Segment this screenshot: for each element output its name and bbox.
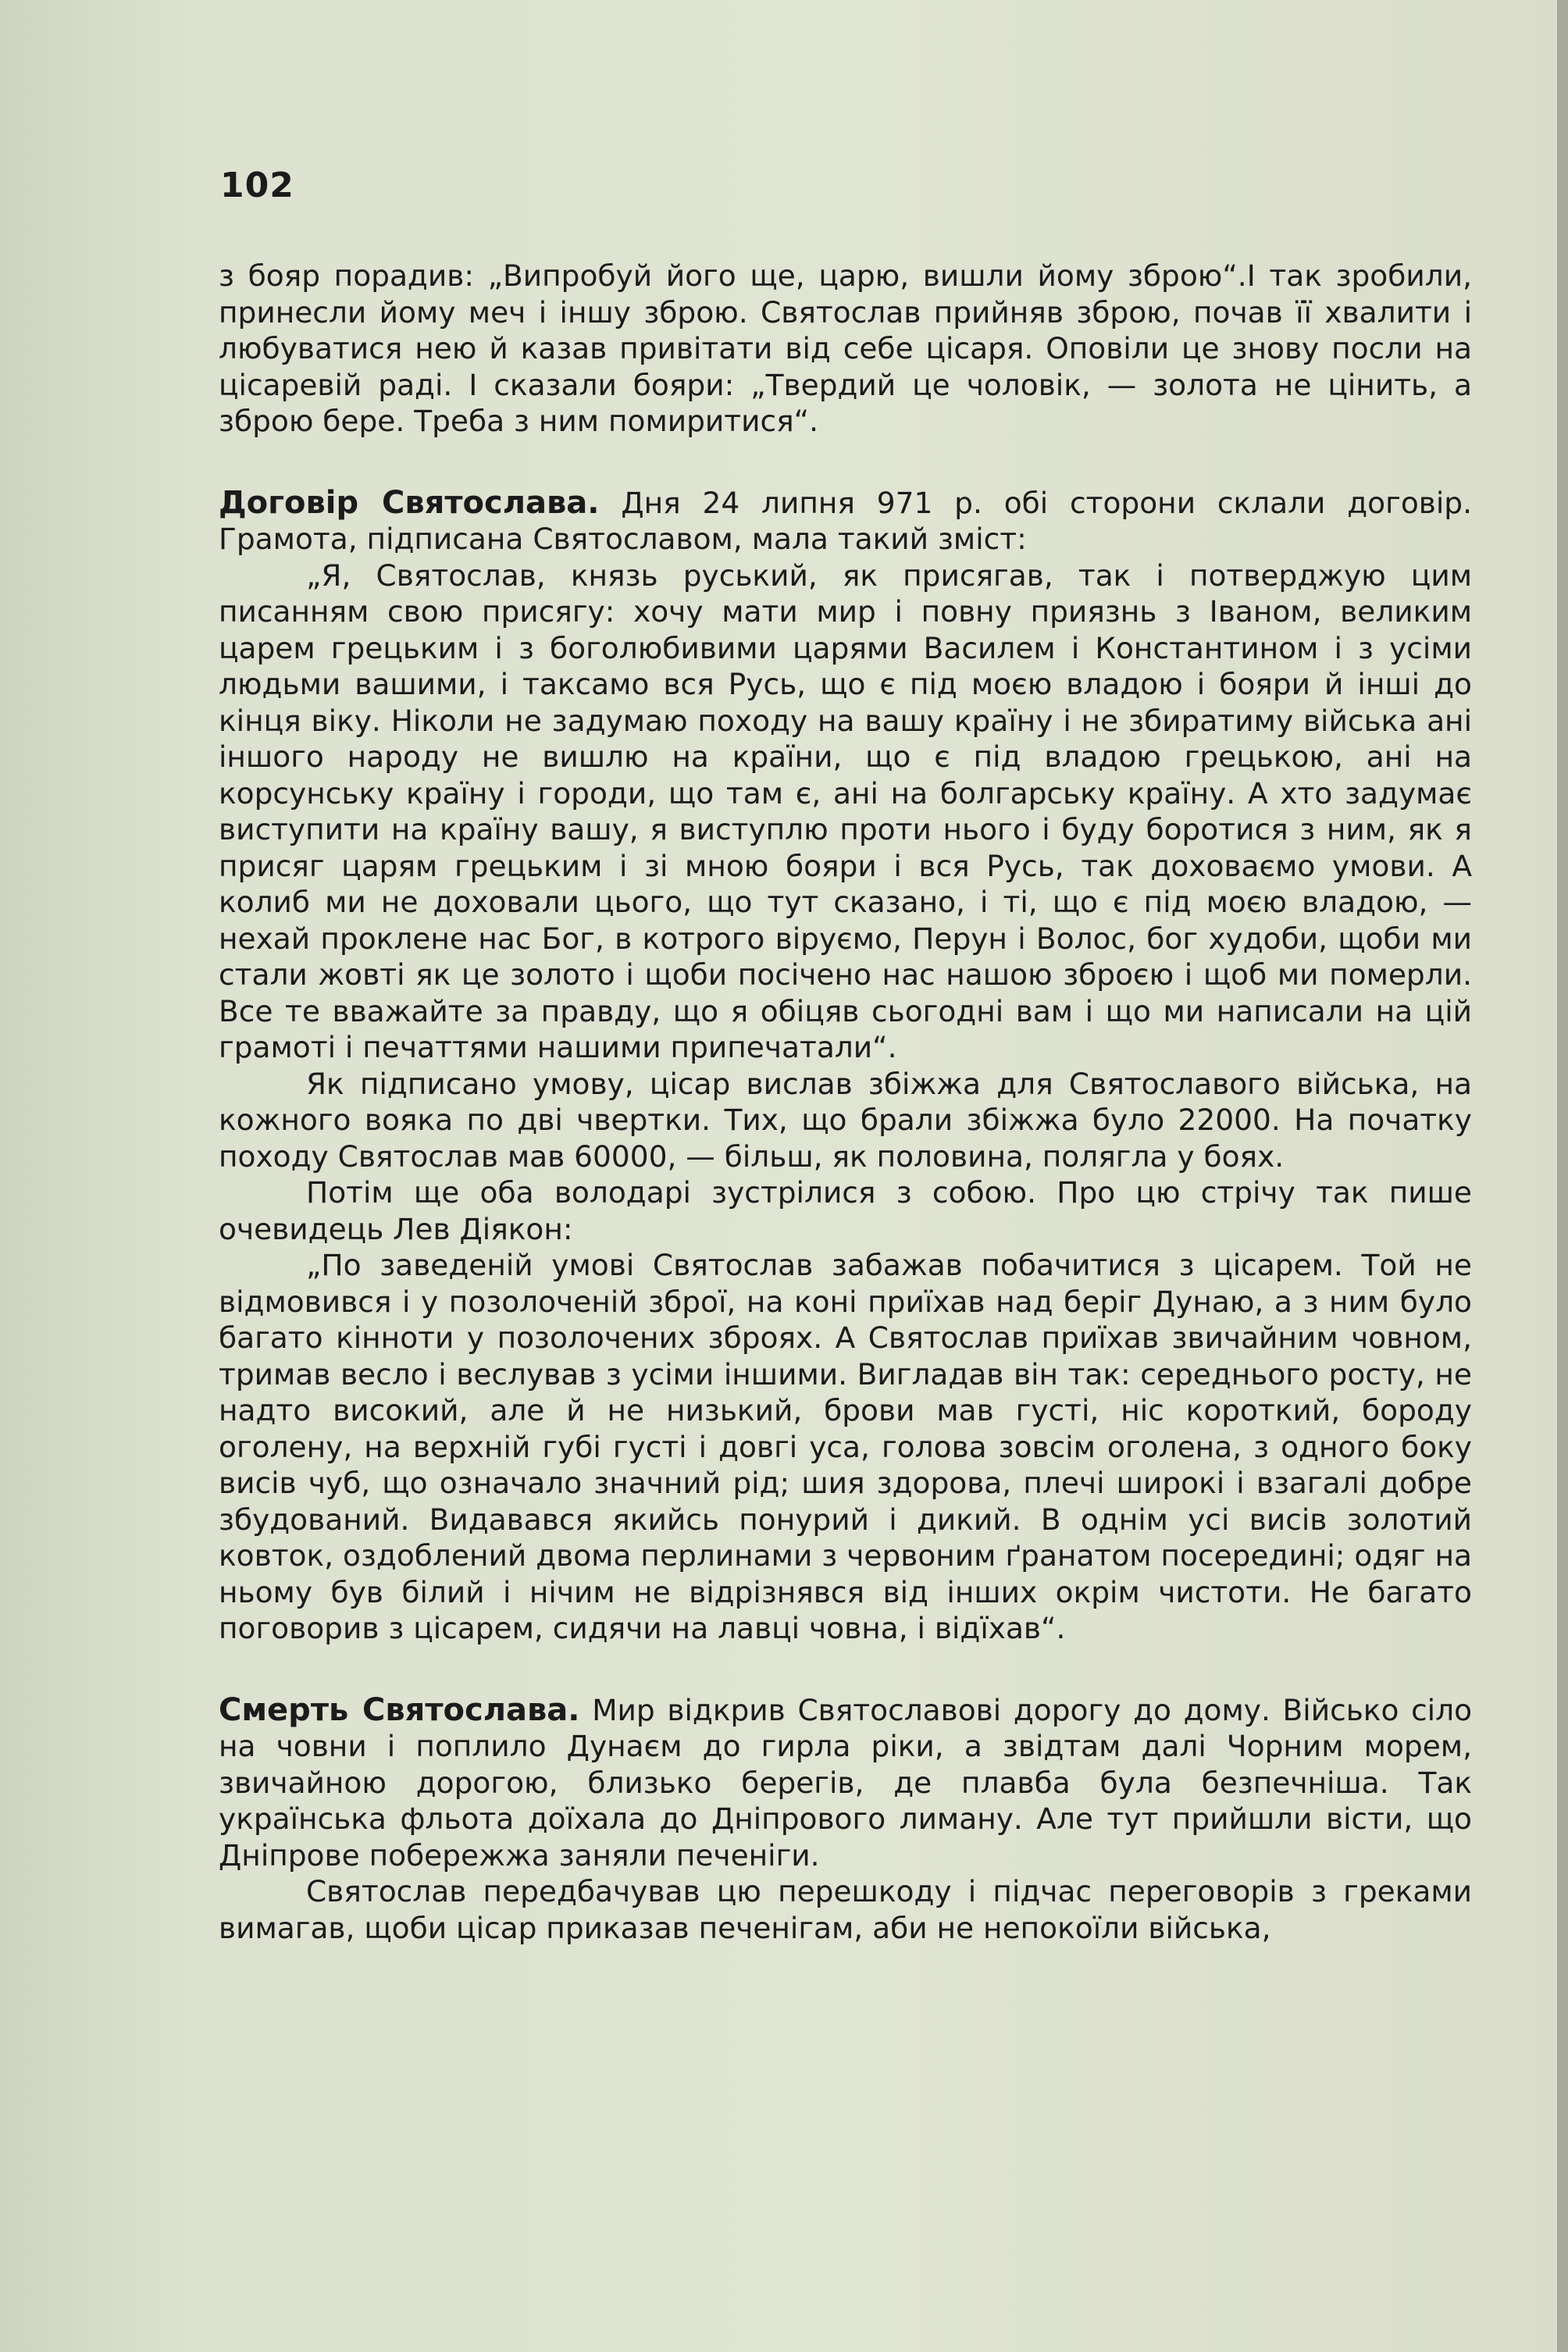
paragraph-1: з бояр порадив: „Випробуй його ще, царю, вишли йому зброю“.І так зробили, принесли йому меч і іншу зброю. Святослав прийняв зброю, почав її хвалити і любуватися нею й казав привітати від себе цісаря. Оповіли це знову посли на цісаревій раді. І сказали бояри: „Твердий це чоловік, — золота не цінить, а зброю бере. Треба з ним помиритися“. <box>219 258 1472 438</box>
paragraph-3: „Я, Святослав, князь руський, як присягав, так і потверджую цим писанням свою присягу: хочу мати мир і повну приязнь з Іваном, великим царем грецьким і з боголюбивими царями Василем і Константином і з усіми людьми вашими, і таксамо вся Русь, що є під моєю владою і бояри й інші до кінця віку. Ніколи не задумаю походу на вашу країну і не збиратиму війська ані іншого народу не вишлю на країни, що є під владою грецькою, ані на корсунську країну і городи, що там є, ані на болгарську країну. А хто задумає виступити на країну вашу, я виступлю проти нього і буду боротися з ним, як я присяг царям грецьким і зі мною бояри і вся Русь, так доховаємо умови. А колиб ми не доховали цього, що тут сказано, і ті, що є під моєю владою, — нехай проклене нас Бог, в котрого віруємо, Перун і Волос, бог худоби, щоби ми стали жовті як це золото і щоби посічено нас нашою зброєю і щоб ми померли. Все те вважайте за правду, що я обіцяв сьогодні вам і що ми написали на цій грамоті і печаттями нашими припечатали“. <box>219 558 1472 1064</box>
section-gap <box>219 1647 1472 1692</box>
paragraph-7 <box>219 1692 1472 1874</box>
paragraph-2 <box>219 485 1472 558</box>
page-text <box>219 258 1472 1946</box>
page-edge <box>1557 0 1568 2352</box>
page-number: 102 <box>220 166 294 205</box>
section-gap <box>219 440 1472 485</box>
paragraph-8: Святослав передбачував цю перешкоду і підчас переговорів з греками вимагав, щоби цісар приказав печенігам, аби не непокоїли війська, <box>219 1874 1472 1945</box>
paragraph-2-text: Дня 24 липня 971 р. обі сторони склали договір. Грамота, підписана Святославом, мала такий зміст: <box>219 485 1473 556</box>
section-heading-death: Смерть Святослава. <box>219 1691 580 1728</box>
paragraph-7-text: Мир відкрив Святославові дорогу до дому. Військо сіло на човни і поплило Дунаєм до гирла ріки, а звідтам далі Чорним морем, звичайною дорогою, близько берегів, де плавба була безпечніша. Так українська фльота доїхала до Дніпрового лиману. Але тут прийшли вісти, що Дніпрове побережжа заняли печеніги. <box>219 1692 1473 1873</box>
paragraph-4: Як підписано умову, цісар вислав збіжжа для Святославого війська, на кожного вояка по дві чвертки. Тих, що брали збіжжа було 22000. На початку походу Святослав мав 60000, — більш, як половина, полягла у боях. <box>219 1066 1472 1174</box>
paragraph-5: Потім ще оба володарі зустрілися з собою. Про цю стрічу так пише очевидець Лев Діякон: <box>219 1175 1472 1246</box>
paragraph-6: „По заведеній умові Святослав забажав побачитися з цісарем. Той не відмовився і у позолоченій зброї, на коні приїхав над беріг Дунаю, а з ним було багато кінноти у позолочених зброях. А Святослав приїхав звичайним човном, тримав весло і веслував з усіми іншими. Вигладав він так: середнього росту, не надто високий, але й не низький, брови мав густі, ніс короткий, бороду оголену, на верхній губі густі і довгі уса, голова зовсім оголена, з одного боку висів чуб, що означало значний рід; шия здорова, плечі широкі і взагалі добре збудований. Видавався якийсь понурий і дикий. В однім усі висів золотий ковток, оздоблений двома перлинами з червоним ґранатом посередині; одяг на ньому був білий і нічим не відрізнявся від інших окрім чистоти. Не багато поговорив з цісарем, сидячи на лавці човна, і відїхав“. <box>219 1248 1472 1645</box>
section-heading-treaty: Договір Святослава. <box>219 484 600 521</box>
